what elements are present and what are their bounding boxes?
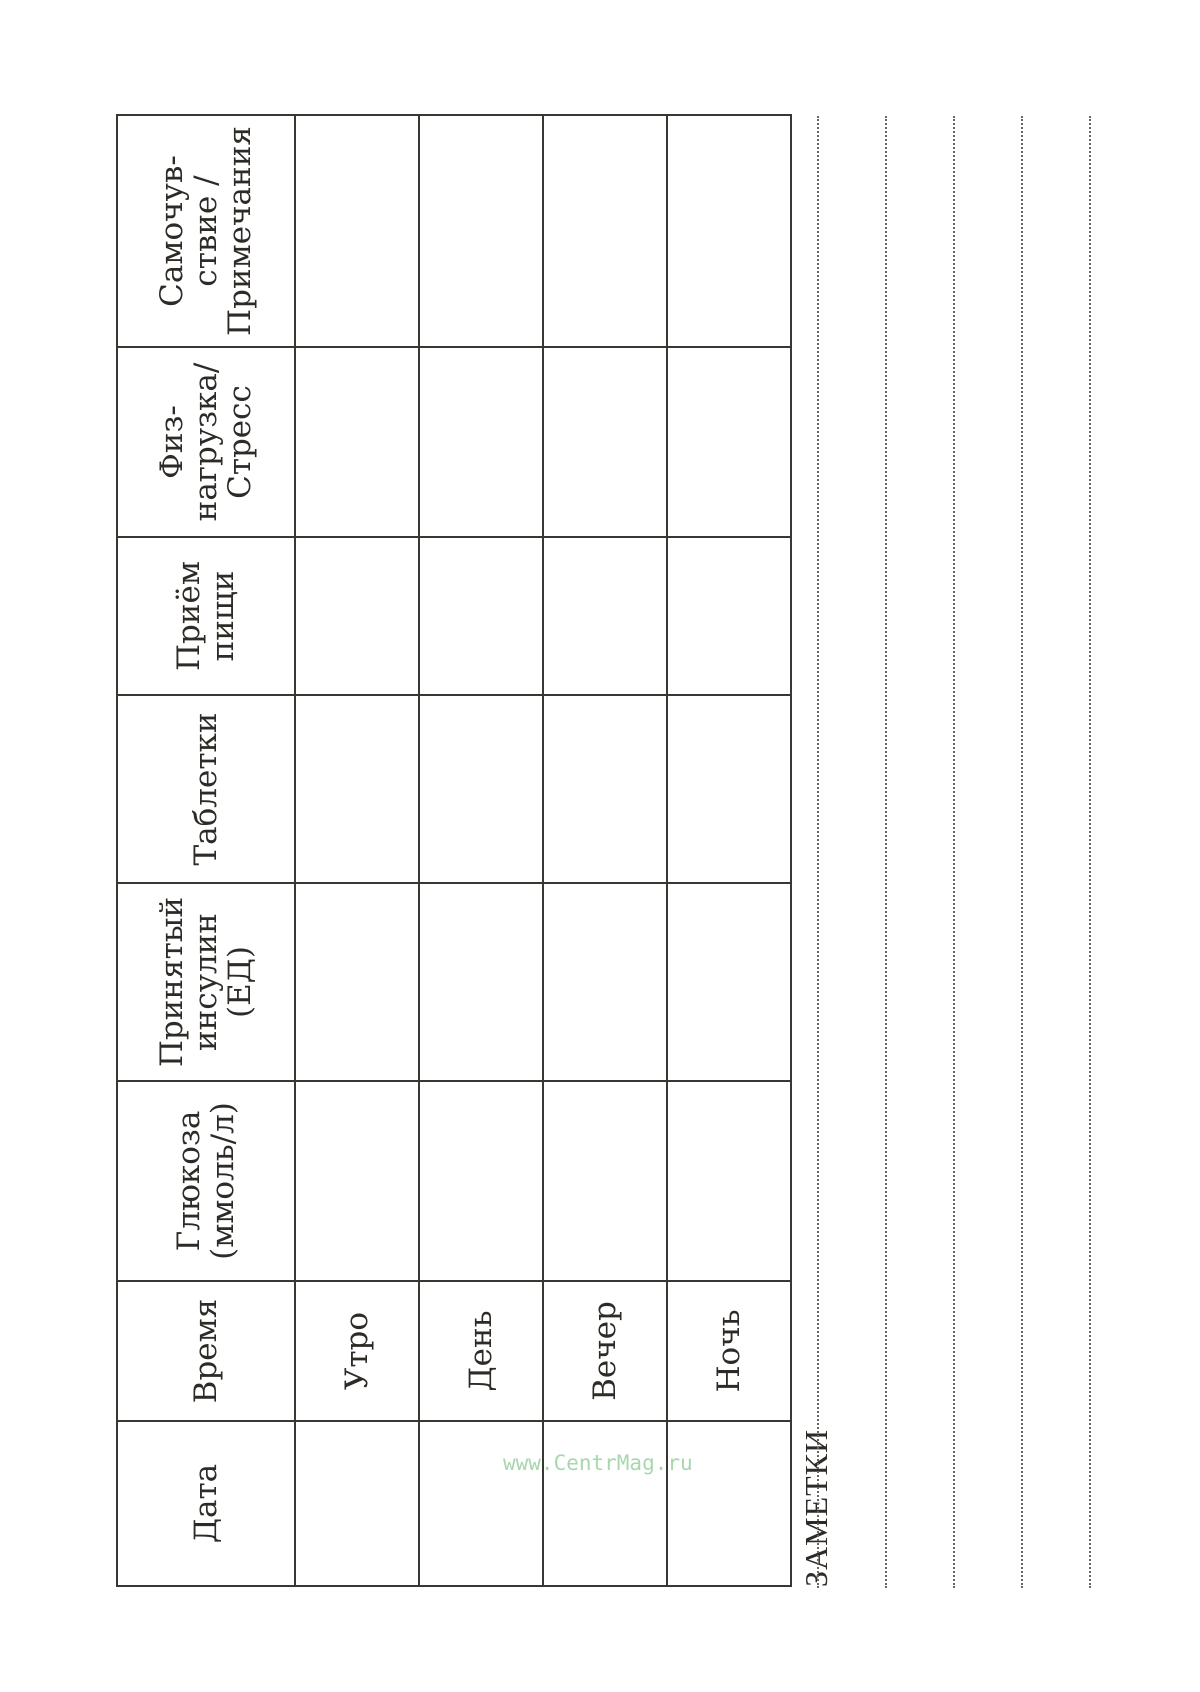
column-header-activity-stress: Физ- нагрузка/ Стресс — [117, 347, 295, 537]
cell-insulin[interactable] — [543, 883, 667, 1081]
cell-date[interactable] — [295, 1421, 419, 1586]
notes-line[interactable] — [1021, 116, 1023, 1588]
cell-insulin[interactable] — [667, 883, 791, 1081]
cell-meal[interactable] — [543, 537, 667, 695]
cell-meal[interactable] — [667, 537, 791, 695]
cell-pills[interactable] — [543, 695, 667, 883]
cell-time-morning: Утро — [295, 1281, 419, 1421]
column-header-notes: Самочув- ствие / Примечания — [117, 115, 295, 347]
table-row — [419, 115, 543, 1586]
cell-notes[interactable] — [295, 115, 419, 347]
cell-time-day: День — [419, 1281, 543, 1421]
column-header-insulin: Принятый инсулин (ЕД) — [117, 883, 295, 1081]
table-row — [295, 115, 419, 1586]
table-header-row — [117, 115, 295, 1586]
cell-activity-stress[interactable] — [419, 347, 543, 537]
cell-date[interactable] — [667, 1421, 791, 1586]
cell-notes[interactable] — [667, 115, 791, 347]
cell-notes[interactable] — [543, 115, 667, 347]
notes-line[interactable] — [885, 116, 887, 1588]
cell-glucose[interactable] — [543, 1081, 667, 1281]
notes-line[interactable] — [953, 116, 955, 1588]
cell-meal[interactable] — [295, 537, 419, 695]
cell-time-night: Ночь — [667, 1281, 791, 1421]
cell-glucose[interactable] — [419, 1081, 543, 1281]
table-row — [667, 115, 791, 1586]
cell-pills[interactable] — [667, 695, 791, 883]
cell-glucose[interactable] — [667, 1081, 791, 1281]
cell-insulin[interactable] — [295, 883, 419, 1081]
cell-insulin[interactable] — [419, 883, 543, 1081]
table-row — [543, 115, 667, 1586]
cell-time-evening: Вечер — [543, 1281, 667, 1421]
glucose-log-table — [116, 114, 792, 1587]
watermark: www.CentrMag.ru — [503, 1451, 693, 1475]
cell-meal[interactable] — [419, 537, 543, 695]
cell-pills[interactable] — [419, 695, 543, 883]
column-header-meal: Приём пищи — [117, 537, 295, 695]
cell-glucose[interactable] — [295, 1081, 419, 1281]
notes-label: ЗАМЕТКИ — [798, 1428, 834, 1587]
cell-date[interactable] — [419, 1421, 543, 1586]
cell-pills[interactable] — [295, 695, 419, 883]
column-header-date: Дата — [117, 1421, 295, 1586]
notes-line[interactable] — [1089, 116, 1091, 1588]
cell-notes[interactable] — [419, 115, 543, 347]
column-header-time: Время — [117, 1281, 295, 1421]
notes-line[interactable] — [817, 116, 819, 1588]
column-header-pills: Таблетки — [117, 695, 295, 883]
cell-date[interactable] — [543, 1421, 667, 1586]
cell-activity-stress[interactable] — [543, 347, 667, 537]
column-header-glucose: Глюкоза (ммоль/л) — [117, 1081, 295, 1281]
cell-activity-stress[interactable] — [295, 347, 419, 537]
cell-activity-stress[interactable] — [667, 347, 791, 537]
glucose-log-table-wrapper — [116, 116, 748, 1587]
